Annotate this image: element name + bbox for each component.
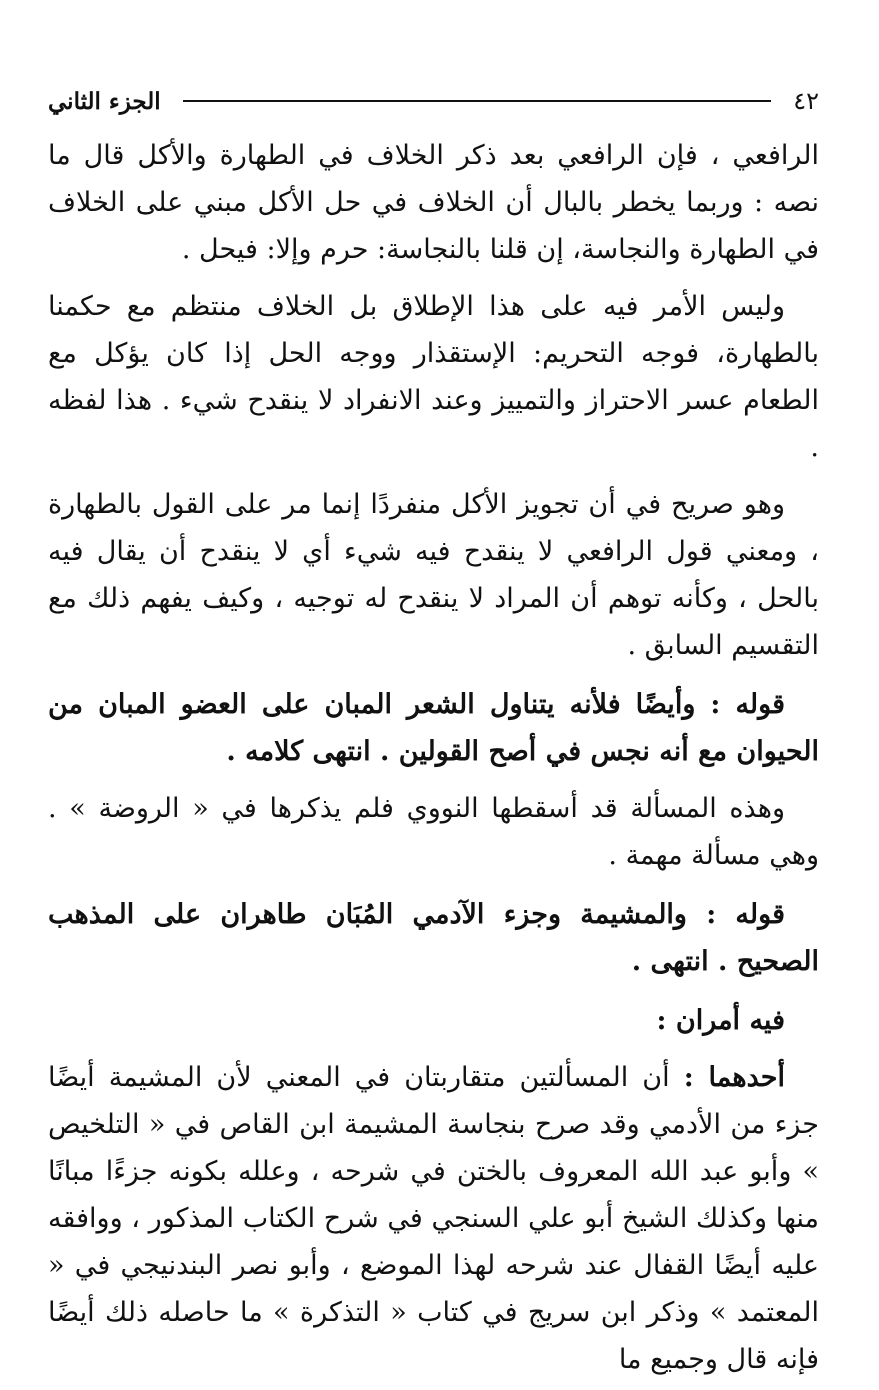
section-heading: فيه أمران : bbox=[656, 1005, 785, 1036]
quoted-heading-1: قوله : وأيضًا فلأنه يتناول الشعر المبان على العضو المبان من الحيوان مع أنه نجس في أصح القولين . انتهى كلامه . bbox=[48, 689, 819, 767]
running-title: الجزء الثاني bbox=[48, 87, 161, 115]
page-number: ٤٢ bbox=[793, 87, 819, 115]
paragraph-1: الرافعي ، فإن الرافعي بعد ذكر الخلاف في الطهارة والأكل قال ما نصه : وربما يخطر بالبال أن الخلاف في حل الأكل مبني على الخلاف في الطهارة والنجاسة، إن قلنا بالنجاسة: حرم وإلا: فيحل . bbox=[48, 140, 819, 265]
running-header bbox=[48, 84, 819, 118]
paragraph-2: وليس الأمر فيه على هذا الإطلاق بل الخلاف منتظم مع حكمنا بالطهارة، فوجه التحريم: الإستقذار ووجه الحل إذا كان يؤكل مع الطعام عسر الاحتراز والتمييز وعند الانفراد لا ينقدح شيء . هذا لفظه . bbox=[48, 291, 819, 463]
page-body bbox=[48, 132, 819, 1383]
paragraph-5-text: أن المسألتين متقاربتان في المعني لأن المشيمة أيضًا جزء من الأدمي وقد صرح بنجاسة المشيمة ابن القاص في « التلخيص » وأبو عبد الله المعروف بالختن في شرحه ، وعلله بكونه جزءًا مبانًا منها وكذلك الشيخ أبو علي السنجي في شرح الكتاب المذكور ، ووافقه عليه أيضًا القفال عند شرحه لهذا الموضع ، وأبو نصر البندنيجي في « المعتمد » وذكر ابن سريج في كتاب « التذكرة » ما حاصله ذلك أيضًا فإنه قال وجميع ما bbox=[48, 1062, 819, 1375]
paragraph-5 bbox=[48, 1054, 819, 1383]
quoted-heading-2: قوله : والمشيمة وجزء الآدمي المُبَان طاهران على المذهب الصحيح . انتهى . bbox=[48, 899, 819, 977]
paragraph-4: وهذه المسألة قد أسقطها النووي فلم يذكرها في « الروضة » . وهي مسألة مهمة . bbox=[48, 793, 819, 871]
paragraph-3: وهو صريح في أن تجويز الأكل منفردًا إنما مر على القول بالطهارة ، ومعني قول الرافعي لا ينقدح فيه شيء أي لا ينقدح أن يقال فيه بالحل ، وكأنه توهم أن المراد لا ينقدح له توجيه ، وكيف يفهم ذلك مع التقسيم السابق . bbox=[48, 489, 819, 661]
header-rule bbox=[183, 100, 772, 102]
paragraph-5-lead: أحدهما : bbox=[683, 1062, 785, 1093]
